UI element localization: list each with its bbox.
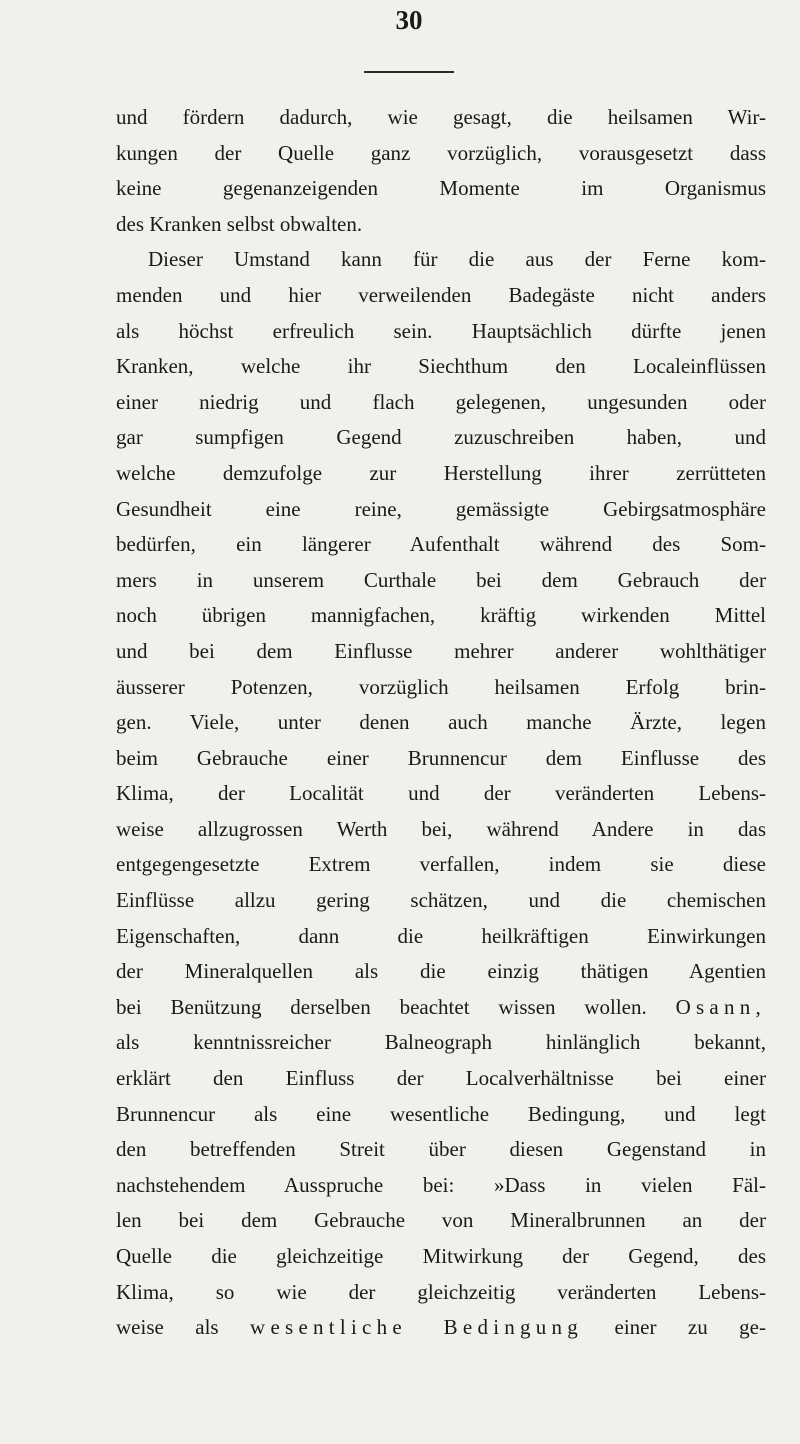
text-line: Klima, der Localität und der veränderten Lebens- — [116, 781, 766, 806]
emphasis-spaced: wesentliche Bedingung — [250, 1315, 584, 1340]
author-name-spaced: Osann, — [675, 994, 767, 1019]
text-line: Kranken, welche ihr Siechthum den Localeinflüssen — [116, 354, 766, 379]
text-line: kungen der Quelle ganz vorzüglich, vorausgesetzt dass — [116, 140, 766, 165]
text-line: gen. Viele, unter denen auch manche Ärzte, legen — [116, 710, 766, 735]
text-line: entgegengesetzte Extrem verfallen, indem sie diese — [116, 852, 766, 877]
text-line: bedürfen, ein längerer Aufenthalt während des Som- — [116, 532, 766, 557]
text-line: und fördern dadurch, wie gesagt, die heilsamen Wir- — [116, 105, 766, 129]
text-line: der Mineralquellen als die einzig thätigen Agentien — [116, 959, 766, 984]
text-segment: einer zu ge- — [614, 1315, 766, 1340]
text-line: noch übrigen mannigfachen, kräftig wirkenden Mittel — [116, 603, 766, 628]
text-line — [116, 1310, 766, 1346]
text-segment: bei Benützung derselben beachtet wissen wollen. — [116, 994, 647, 1019]
text-line: nachstehendem Ausspruche bei: »Dass in vielen Fäl- — [116, 1172, 766, 1197]
text-line: menden und hier verweilenden Badegäste nicht anders — [116, 282, 766, 307]
page-number: 30 — [395, 5, 423, 35]
text-line: erklärt den Einfluss der Localverhältnisse bei einer — [116, 1066, 766, 1091]
text-line: gar sumpfigen Gegend zuzuschreiben haben, und — [116, 425, 766, 450]
text-line: keine gegenanzeigenden Momente im Organismus — [116, 176, 766, 201]
text-line: weise allzugrossen Werth bei, während Andere in das — [116, 816, 766, 841]
header-rule — [364, 71, 454, 73]
text-line: Dieser Umstand kann für die aus der Ferne kom- — [148, 247, 766, 272]
text-line — [116, 990, 766, 1026]
text-line: und bei dem Einflusse mehrer anderer wohlthätiger — [116, 638, 766, 663]
text-line: des Kranken selbst obwalten. — [116, 211, 363, 236]
text-line: den betreffenden Streit über diesen Gegenstand in — [116, 1137, 766, 1162]
text-line: Klima, so wie der gleichzeitig veränderten Lebens- — [116, 1279, 766, 1304]
text-line: welche demzufolge zur Herstellung ihrer zerrütteten — [116, 460, 766, 485]
text-line: Brunnencur als eine wesentliche Bedingung, und legt — [116, 1101, 766, 1126]
text-line: einer niedrig und flach gelegenen, ungesunden oder — [116, 389, 766, 414]
text-line: beim Gebrauche einer Brunnencur dem Einflusse des — [116, 745, 766, 770]
text-line: Eigenschaften, dann die heilkräftigen Einwirkungen — [116, 923, 766, 948]
text-line: len bei dem Gebrauche von Mineralbrunnen an der — [116, 1208, 766, 1233]
text-line: mers in unserem Curthale bei dem Gebrauch der — [116, 567, 766, 592]
text-line: Gesundheit eine reine, gemässigte Gebirgsatmosphäre — [116, 496, 766, 521]
body-text — [116, 100, 766, 1346]
text-segment: weise als — [116, 1315, 219, 1340]
text-line: Einflüsse allzu gering schätzen, und die chemischen — [116, 888, 766, 913]
text-line: als kenntnissreicher Balneograph hinlänglich bekannt, — [116, 1030, 766, 1055]
text-line: äusserer Potenzen, vorzüglich heilsamen Erfolg brin- — [116, 674, 766, 699]
text-line: als höchst erfreulich sein. Hauptsächlich dürfte jenen — [116, 318, 766, 343]
text-line: Quelle die gleichzeitige Mitwirkung der Gegend, des — [116, 1244, 766, 1268]
